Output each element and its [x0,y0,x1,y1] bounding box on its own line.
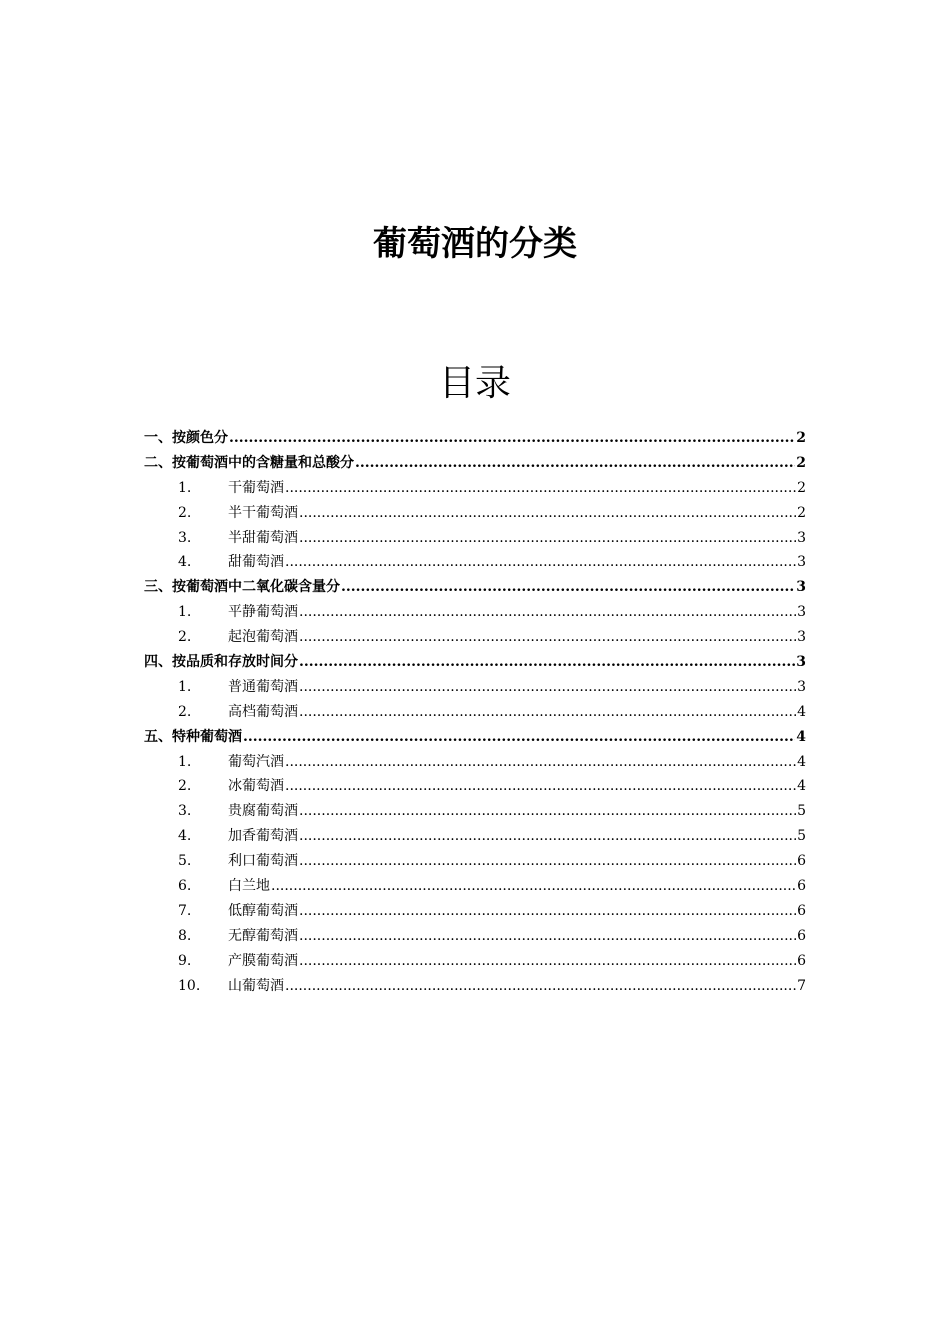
toc-entry-label: 山葡萄酒 [228,977,284,994]
toc-entry-number: 3. [178,803,192,820]
toc-entry-page-number: 6 [797,952,806,969]
toc-entry-number: 2. [178,703,192,720]
toc-entry[interactable] [144,650,806,675]
toc-entry-number: 2. [178,504,192,521]
toc-entry-page-number: 3 [797,554,806,571]
toc-entry-label: 利口葡萄酒 [228,853,298,870]
toc-dot-leader [285,774,796,799]
toc-dot-leader [299,501,796,526]
toc-entry-label: 无醇葡萄酒 [228,927,298,944]
toc-entry-label: 白兰地 [228,878,270,895]
toc-entry[interactable] [144,476,806,501]
toc-dot-leader [271,874,796,899]
toc-dot-leader [299,600,796,625]
toc-entry-label: 加香葡萄酒 [228,828,298,845]
toc-entry-label: 半干葡萄酒 [228,504,298,521]
toc-entry[interactable] [144,550,806,575]
toc-entry-page-number: 5 [797,828,806,845]
toc-entry[interactable] [144,600,806,625]
toc-dot-leader [285,476,796,501]
toc-dot-leader [229,426,795,451]
toc-entry-page-number: 7 [797,977,806,994]
toc-entry-label: 干葡萄酒 [228,479,284,496]
toc-entry[interactable] [144,700,806,725]
toc-dot-leader [299,650,795,675]
toc-entry[interactable] [144,774,806,799]
toc-dot-leader [243,725,795,750]
toc-entry-page-number: 4 [797,778,806,795]
toc-dot-leader [341,575,795,600]
toc-entry[interactable] [144,899,806,924]
toc-dot-leader [285,974,796,999]
toc-entry-number: 4. [178,828,192,845]
table-of-contents [144,426,806,998]
toc-dot-leader [285,550,796,575]
toc-entry-page-number: 3 [797,529,806,546]
toc-dot-leader [299,899,796,924]
toc-entry-number: 5. [178,853,192,870]
toc-entry-page-number: 3 [797,604,806,621]
toc-entry-label: 贵腐葡萄酒 [228,803,298,820]
toc-entry[interactable] [144,750,806,775]
toc-entry[interactable] [144,451,806,476]
toc-entry-number: 6. [178,878,192,895]
toc-dot-leader [299,849,796,874]
toc-entry-label: 五、特种葡萄酒 [144,728,242,745]
toc-dot-leader [299,675,796,700]
toc-entry-label: 甜葡萄酒 [228,554,284,571]
toc-entry-page-number: 3 [796,654,806,671]
toc-entry[interactable] [144,501,806,526]
toc-entry-label: 一、按颜色分 [144,430,228,446]
toc-entry-page-number: 2 [796,454,806,471]
toc-entry-label: 四、按品质和存放时间分 [144,654,298,671]
toc-entry-page-number: 2 [796,430,806,446]
toc-entry-number: 8. [178,927,192,944]
toc-entry-page-number: 6 [797,878,806,895]
toc-entry[interactable] [144,974,806,999]
toc-entry-page-number: 4 [797,703,806,720]
toc-entry-number: 7. [178,902,192,919]
toc-entry-page-number: 2 [797,479,806,496]
toc-entry-page-number: 3 [797,678,806,695]
toc-entry-label: 普通葡萄酒 [228,678,298,695]
toc-entry-label: 三、按葡萄酒中二氧化碳含量分 [144,579,340,596]
toc-entry-number: 4. [178,554,192,571]
toc-dot-leader [299,700,796,725]
toc-entry-label: 二、按葡萄酒中的含糖量和总酸分 [144,454,354,471]
toc-entry-number: 3. [178,529,192,546]
toc-entry[interactable] [144,426,806,451]
toc-entry[interactable] [144,874,806,899]
toc-entry[interactable] [144,924,806,949]
toc-entry-label: 葡萄汽酒 [228,753,284,770]
toc-entry[interactable] [144,849,806,874]
toc-dot-leader [299,799,796,824]
toc-dot-leader [299,526,796,551]
toc-entry-page-number: 4 [796,728,806,745]
toc-heading: 目录 [438,363,511,404]
toc-entry-label: 半甜葡萄酒 [228,529,298,546]
toc-entry-number: 2. [178,629,192,646]
toc-entry-label: 低醇葡萄酒 [228,902,298,919]
toc-dot-leader [299,924,796,949]
toc-entry-page-number: 5 [797,803,806,820]
toc-entry-label: 平静葡萄酒 [228,604,298,621]
toc-entry-page-number: 6 [797,853,806,870]
toc-dot-leader [299,949,796,974]
toc-entry[interactable] [144,575,806,600]
toc-dot-leader [299,625,796,650]
toc-entry-number: 10. [178,977,201,994]
toc-dot-leader [299,824,796,849]
toc-entry-number: 1. [178,604,192,621]
document-title: 葡萄酒的分类 [373,224,577,264]
toc-entry-page-number: 3 [797,629,806,646]
toc-entry-page-number: 6 [797,927,806,944]
toc-entry-label: 起泡葡萄酒 [228,629,298,646]
toc-entry-number: 1. [178,753,192,770]
toc-entry[interactable] [144,526,806,551]
toc-entry[interactable] [144,675,806,700]
toc-entry-page-number: 6 [797,902,806,919]
toc-entry[interactable] [144,824,806,849]
toc-dot-leader [285,750,796,775]
toc-entry-page-number: 3 [796,579,806,596]
toc-dot-leader [355,451,795,476]
toc-entry-number: 9. [178,952,192,969]
toc-entry[interactable] [144,949,806,974]
toc-entry-label: 冰葡萄酒 [228,778,284,795]
toc-entry-label: 高档葡萄酒 [228,703,298,720]
toc-entry-number: 1. [178,678,192,695]
toc-entry-label: 产膜葡萄酒 [228,952,298,969]
toc-entry-page-number: 4 [797,753,806,770]
toc-entry[interactable] [144,799,806,824]
toc-entry[interactable] [144,725,806,750]
toc-entry-number: 2. [178,778,192,795]
toc-entry-page-number: 2 [797,504,806,521]
toc-entry-number: 1. [178,479,192,496]
toc-entry[interactable] [144,625,806,650]
